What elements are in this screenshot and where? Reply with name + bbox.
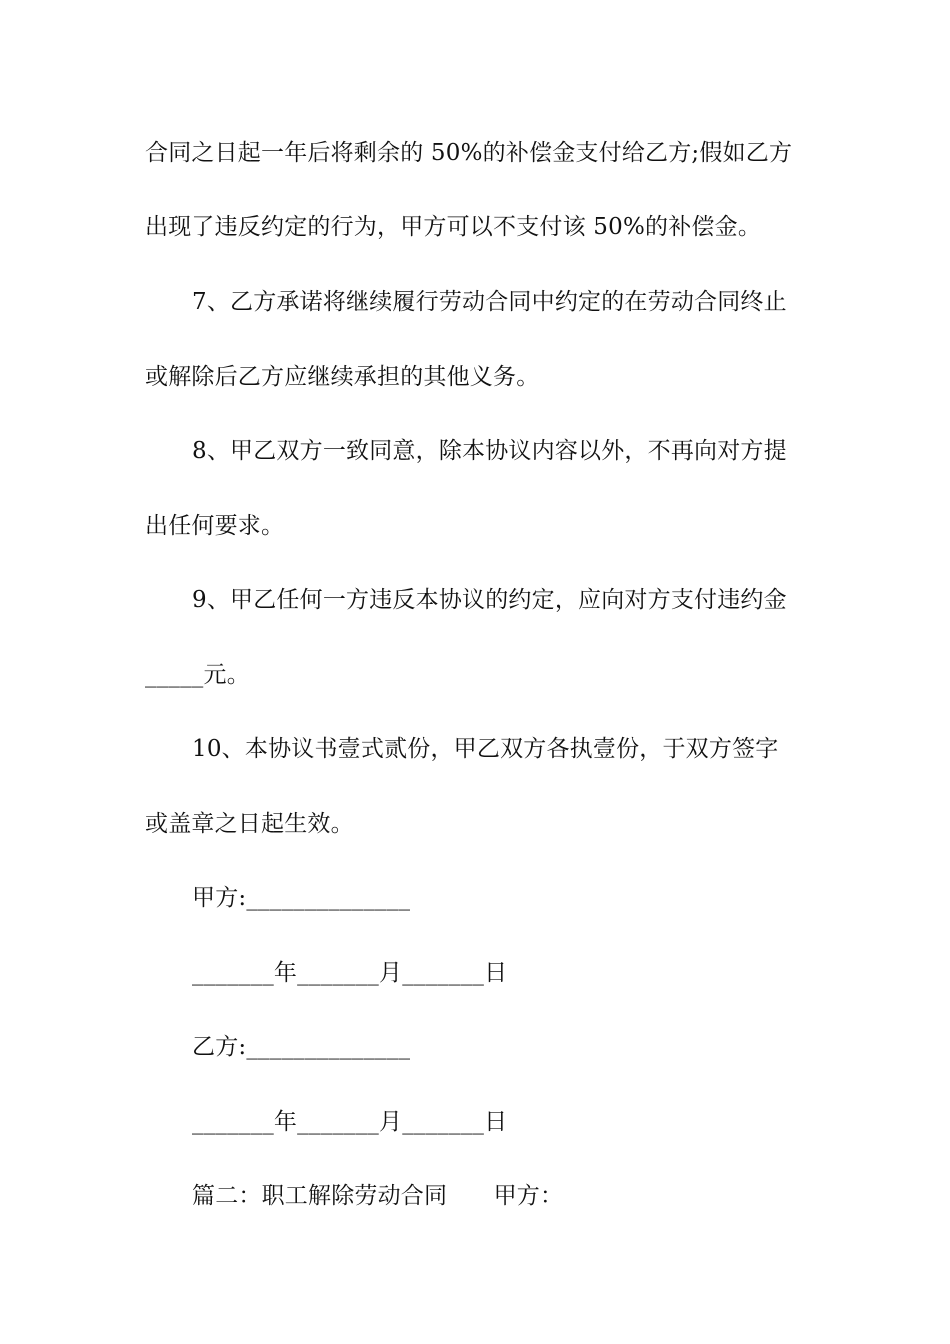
clause-8-line-1: 8、甲乙双方一致同意，除本协议内容以外，不再向对方提 bbox=[192, 438, 787, 464]
clause-10-line-2: 或盖章之日起生效。 bbox=[145, 811, 354, 837]
section-two-heading: 篇二：职工解除劳动合同 甲方： bbox=[192, 1183, 564, 1209]
party-a-date: _______年_______月_______日 bbox=[192, 960, 508, 986]
clause-7-line-1: 7、乙方承诺将继续履行劳动合同中约定的在劳动合同终止 bbox=[192, 289, 787, 315]
clause-10-line-1: 10、本协议书壹式贰份，甲乙双方各执壹份，于双方签字 bbox=[192, 736, 779, 762]
party-a-signature: 甲方:______________ bbox=[192, 885, 411, 911]
clause-9-line-1: 9、甲乙任何一方违反本协议的约定，应向对方支付违约金 bbox=[192, 587, 787, 613]
paragraph-line: 出现了违反约定的行为，甲方可以不支付该 50%的补偿金。 bbox=[145, 214, 762, 240]
party-b-signature: 乙方:______________ bbox=[192, 1034, 411, 1060]
party-b-date: _______年_______月_______日 bbox=[192, 1109, 508, 1135]
clause-8-line-2: 出任何要求。 bbox=[145, 513, 285, 539]
paragraph-line: 合同之日起一年后将剩余的 50%的补偿金支付给乙方;假如乙方 bbox=[145, 140, 793, 166]
clause-7-line-2: 或解除后乙方应继续承担的其他义务。 bbox=[145, 364, 540, 390]
clause-9-line-2: _____元。 bbox=[145, 662, 250, 688]
